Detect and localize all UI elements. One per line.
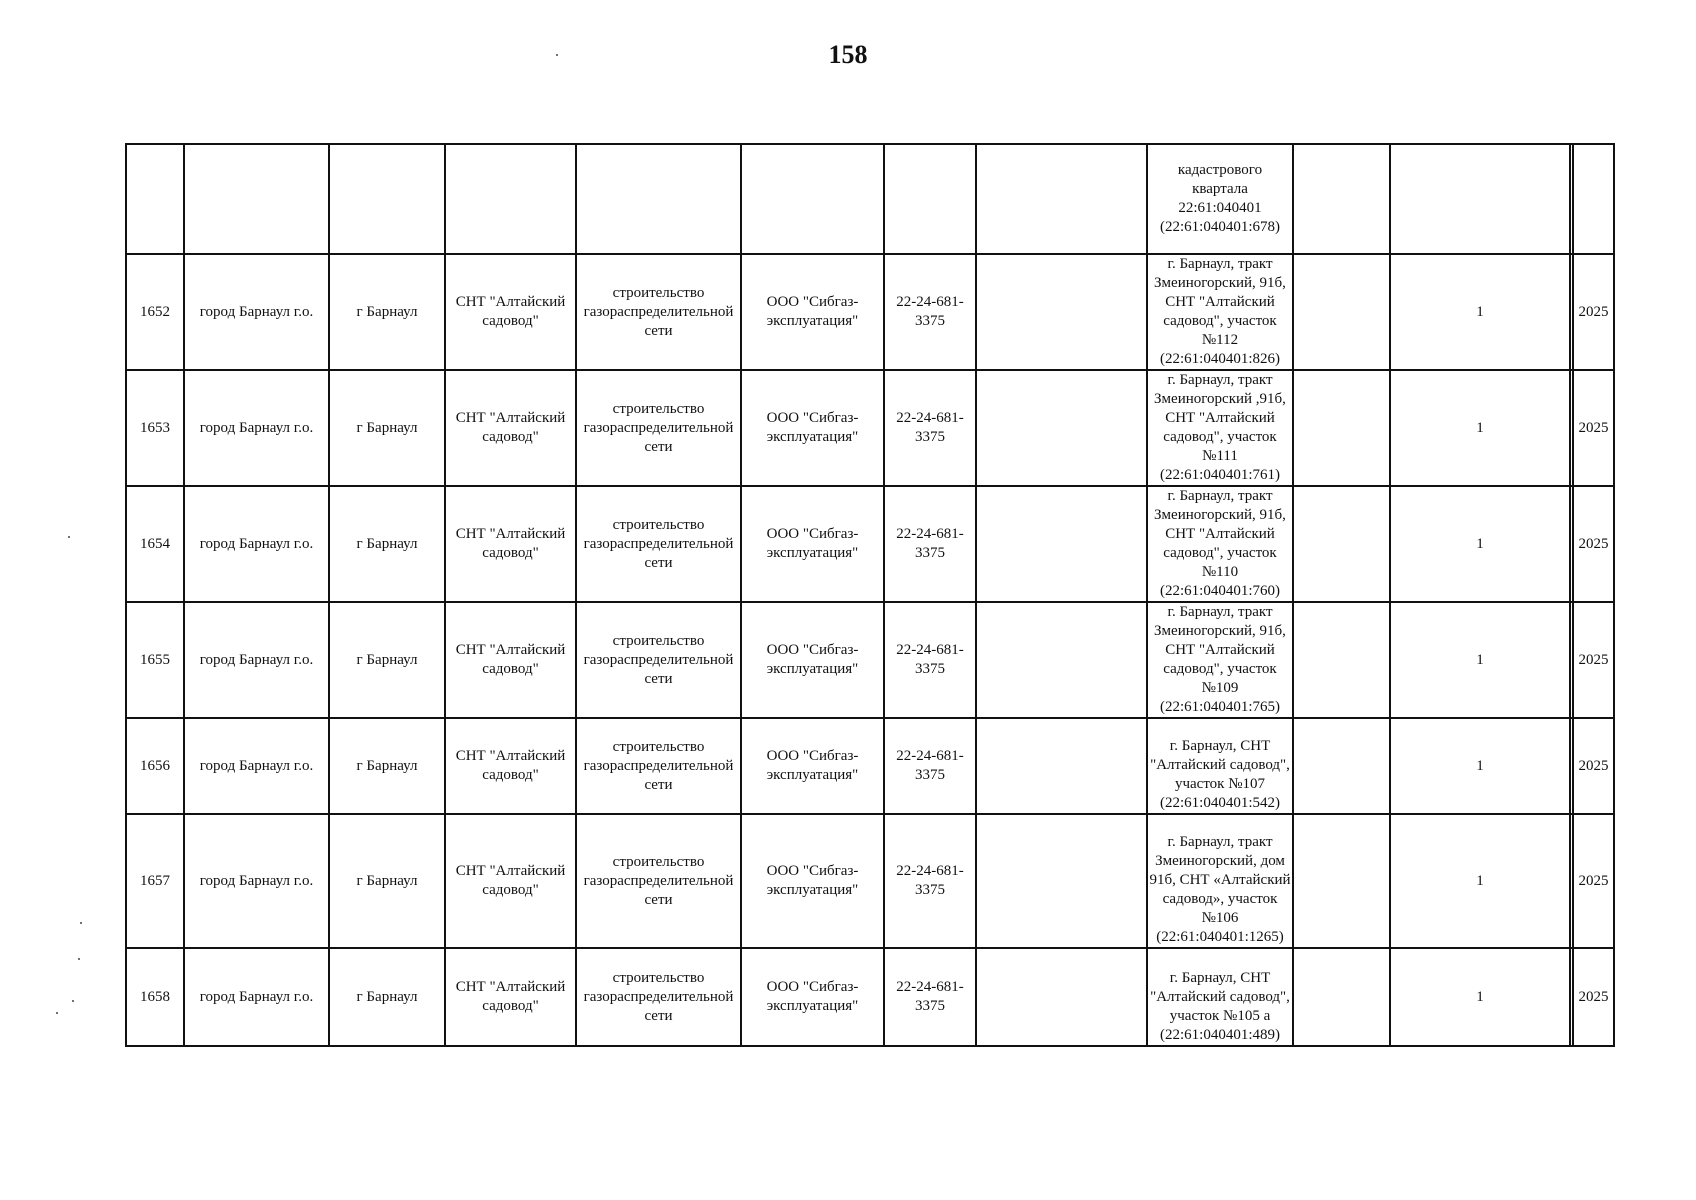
table-row — [126, 370, 1614, 486]
cell-object: СНТ "Алтайский садовод" — [445, 370, 576, 486]
cell-code: 22-24-681-3375 — [884, 718, 976, 814]
cell-quantity: 1 — [1390, 486, 1570, 602]
cell-empty — [184, 144, 329, 254]
cell-organization: ООО "Сибгаз-эксплуатация" — [741, 602, 884, 718]
cell-empty — [741, 144, 884, 254]
cell-empty — [1293, 602, 1390, 718]
cell-empty — [445, 144, 576, 254]
table-row — [126, 718, 1614, 814]
cell-empty — [1293, 814, 1390, 948]
cell-locality: г Барнаул — [329, 254, 445, 370]
cell-municipality: город Барнаул г.о. — [184, 718, 329, 814]
cell-object: СНТ "Алтайский садовод" — [445, 602, 576, 718]
cell-code: 22-24-681-3375 — [884, 486, 976, 602]
register-table — [125, 143, 1615, 1047]
cell-empty — [976, 948, 1147, 1046]
cell-code: 22-24-681-3375 — [884, 254, 976, 370]
cell-municipality: город Барнаул г.о. — [184, 370, 329, 486]
scan-speck — [68, 536, 70, 538]
cell-empty — [1293, 144, 1390, 254]
cell-locality: г Барнаул — [329, 602, 445, 718]
cell-locality: г Барнаул — [329, 370, 445, 486]
cell-work: строительство газораспределительной сети — [576, 948, 741, 1046]
cell-year: 2025 — [1573, 948, 1614, 1046]
cell-organization: ООО "Сибгаз-эксплуатация" — [741, 718, 884, 814]
table-row — [126, 254, 1614, 370]
cell-organization: ООО "Сибгаз-эксплуатация" — [741, 486, 884, 602]
cell-empty — [976, 718, 1147, 814]
cell-object: СНТ "Алтайский садовод" — [445, 254, 576, 370]
cell-empty — [576, 144, 741, 254]
cell-number: 1655 — [126, 602, 184, 718]
cell-code: 22-24-681-3375 — [884, 948, 976, 1046]
cell-work: строительство газораспределительной сети — [576, 718, 741, 814]
cell-number: 1652 — [126, 254, 184, 370]
cell-address: г. Барнаул, СНТ "Алтайский садовод", участок №107 (22:61:040401:542) — [1147, 718, 1293, 814]
cell-empty — [1293, 486, 1390, 602]
cell-locality: г Барнаул — [329, 486, 445, 602]
scan-speck — [556, 54, 558, 56]
cell-quantity: 1 — [1390, 602, 1570, 718]
cell-address: г. Барнаул, тракт Змеиногорский, 91б, СНТ "Алтайский садовод", участок №110 (22:61:040401:760) — [1147, 486, 1293, 602]
cell-municipality: город Барнаул г.о. — [184, 486, 329, 602]
cell-object: СНТ "Алтайский садовод" — [445, 718, 576, 814]
cell-empty — [976, 486, 1147, 602]
cell-work: строительство газораспределительной сети — [576, 486, 741, 602]
cell-code: 22-24-681-3375 — [884, 814, 976, 948]
cell-locality: г Барнаул — [329, 814, 445, 948]
cell-empty — [1293, 254, 1390, 370]
cell-empty — [976, 370, 1147, 486]
cell-address: кадастрового квартала 22:61:040401 (22:61:040401:678) — [1147, 144, 1293, 254]
cell-empty — [1573, 144, 1614, 254]
table-row — [126, 602, 1614, 718]
cell-address: г. Барнаул, тракт Змеиногорский, 91б, СНТ "Алтайский садовод", участок №109 (22:61:040401:765) — [1147, 602, 1293, 718]
continuation-row — [126, 144, 1614, 254]
cell-number: 1658 — [126, 948, 184, 1046]
cell-empty — [884, 144, 976, 254]
cell-year: 2025 — [1573, 814, 1614, 948]
cell-empty — [976, 814, 1147, 948]
cell-empty — [1293, 370, 1390, 486]
cell-year: 2025 — [1573, 602, 1614, 718]
cell-work: строительство газораспределительной сети — [576, 602, 741, 718]
register-table-body — [126, 144, 1614, 1046]
cell-work: строительство газораспределительной сети — [576, 814, 741, 948]
cell-organization: ООО "Сибгаз-эксплуатация" — [741, 254, 884, 370]
cell-code: 22-24-681-3375 — [884, 370, 976, 486]
cell-locality: г Барнаул — [329, 948, 445, 1046]
cell-code: 22-24-681-3375 — [884, 602, 976, 718]
cell-number: 1656 — [126, 718, 184, 814]
scan-speck — [80, 922, 82, 924]
cell-address: г. Барнаул, тракт Змеиногорский ,91б, СНТ "Алтайский садовод", участок №111 (22:61:040401:761) — [1147, 370, 1293, 486]
cell-object: СНТ "Алтайский садовод" — [445, 948, 576, 1046]
cell-empty — [976, 254, 1147, 370]
cell-work: строительство газораспределительной сети — [576, 370, 741, 486]
cell-municipality: город Барнаул г.о. — [184, 254, 329, 370]
scan-speck — [56, 1012, 58, 1014]
cell-number: 1654 — [126, 486, 184, 602]
cell-year: 2025 — [1573, 486, 1614, 602]
cell-locality: г Барнаул — [329, 718, 445, 814]
cell-empty — [1293, 718, 1390, 814]
cell-empty — [1293, 948, 1390, 1046]
cell-address: г. Барнаул, тракт Змеиногорский, дом 91б, СНТ «Алтайский садовод», участок №106 (22:61:040401:1265) — [1147, 814, 1293, 948]
cell-empty — [976, 144, 1147, 254]
cell-quantity: 1 — [1390, 814, 1570, 948]
cell-empty — [976, 602, 1147, 718]
cell-year: 2025 — [1573, 370, 1614, 486]
scan-speck — [78, 958, 80, 960]
cell-empty — [126, 144, 184, 254]
cell-organization: ООО "Сибгаз-эксплуатация" — [741, 948, 884, 1046]
cell-municipality: город Барнаул г.о. — [184, 814, 329, 948]
cell-object: СНТ "Алтайский садовод" — [445, 486, 576, 602]
cell-address: г. Барнаул, тракт Змеиногорский, 91б, СНТ "Алтайский садовод", участок №112 (22:61:040401:826) — [1147, 254, 1293, 370]
cell-year: 2025 — [1573, 718, 1614, 814]
cell-quantity: 1 — [1390, 370, 1570, 486]
cell-quantity: 1 — [1390, 718, 1570, 814]
cell-number: 1657 — [126, 814, 184, 948]
table-row — [126, 814, 1614, 948]
cell-quantity: 1 — [1390, 254, 1570, 370]
cell-municipality: город Барнаул г.о. — [184, 602, 329, 718]
cell-organization: ООО "Сибгаз-эксплуатация" — [741, 370, 884, 486]
cell-year: 2025 — [1573, 254, 1614, 370]
cell-municipality: город Барнаул г.о. — [184, 948, 329, 1046]
cell-quantity: 1 — [1390, 948, 1570, 1046]
cell-object: СНТ "Алтайский садовод" — [445, 814, 576, 948]
table-row — [126, 948, 1614, 1046]
cell-organization: ООО "Сибгаз-эксплуатация" — [741, 814, 884, 948]
cell-number: 1653 — [126, 370, 184, 486]
cell-address: г. Барнаул, СНТ "Алтайский садовод", участок №105 а (22:61:040401:489) — [1147, 948, 1293, 1046]
cell-work: строительство газораспределительной сети — [576, 254, 741, 370]
page-number: 158 — [828, 40, 868, 69]
cell-empty — [329, 144, 445, 254]
scan-speck — [72, 1000, 74, 1002]
cell-empty — [1390, 144, 1570, 254]
table-row — [126, 486, 1614, 602]
